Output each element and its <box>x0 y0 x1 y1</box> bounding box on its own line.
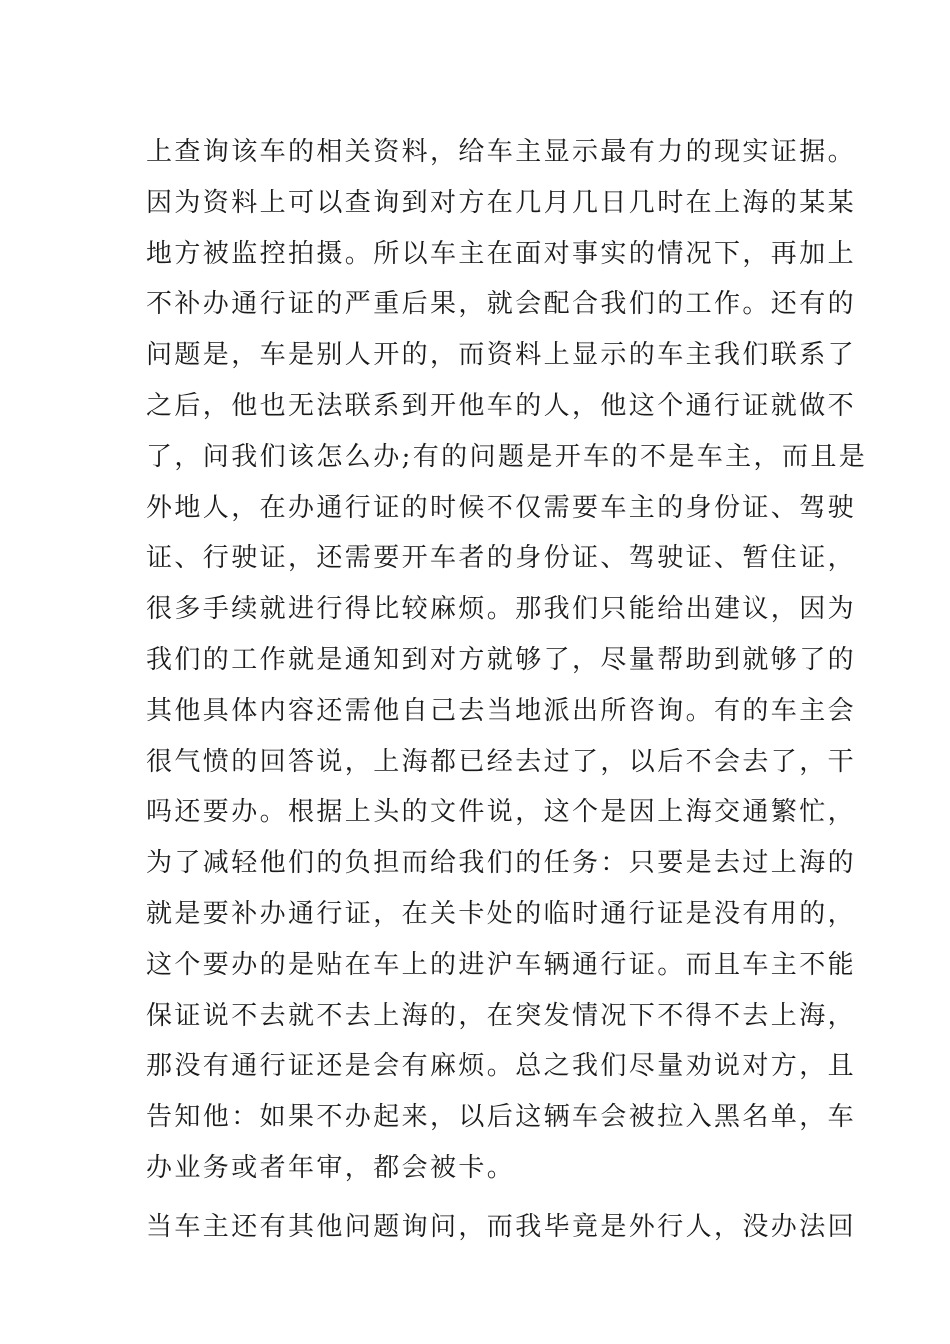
text-line: 办业务或者年审，都会被卡。 <box>146 1152 516 1183</box>
text-line: 很气愤的回答说，上海都已经去过了，以后不会去了，干 <box>146 746 857 777</box>
text-line: 外地人，在办通行证的时候不仅需要车主的身份证、驾驶 <box>146 492 857 523</box>
document-body <box>146 127 868 1253</box>
text-line: 这个要办的是贴在车上的进沪车辆通行证。而且车主不能 <box>146 949 857 980</box>
text-line: 证、行驶证，还需要开车者的身份证、驾驶证、暂住证， <box>146 543 857 574</box>
text-line: 保证说不去就不去上海的，在突发情况下不得不去上海， <box>146 1000 857 1031</box>
text-line: 之后，他也无法联系到开他车的人，他这个通行证就做不 <box>146 390 857 421</box>
text-line: 告知他：如果不办起来，以后这辆车会被拉入黑名单，车 <box>146 1102 857 1133</box>
text-line: 问题是，车是别人开的，而资料上显示的车主我们联系了 <box>146 340 857 371</box>
text-line: 为了减轻他们的负担而给我们的任务：只要是去过上海的 <box>146 848 857 879</box>
text-line: 就是要补办通行证，在关卡处的临时通行证是没有用的， <box>146 898 857 929</box>
text-line: 很多手续就进行得比较麻烦。那我们只能给出建议，因为 <box>146 594 857 625</box>
text-line: 不补办通行证的严重后果，就会配合我们的工作。还有的 <box>146 289 857 320</box>
text-line: 我们的工作就是通知到对方就够了，尽量帮助到就够了的 <box>146 644 857 675</box>
next-paragraph-line: 当车主还有其他问题询问，而我毕竟是外行人，没办法回 <box>146 1211 857 1242</box>
text-line: 了，问我们该怎么办;有的问题是开车的不是车主，而且是 <box>146 441 868 472</box>
text-line: 那没有通行证还是会有麻烦。总之我们尽量劝说对方，且 <box>146 1051 857 1082</box>
text-line: 其他具体内容还需他自己去当地派出所咨询。有的车主会 <box>146 695 857 726</box>
text-line: 吗还要办。根据上头的文件说，这个是因上海交通繁忙， <box>146 797 857 828</box>
text-line: 因为资料上可以查询到对方在几月几日几时在上海的某某 <box>146 187 857 218</box>
text-line: 上查询该车的相关资料，给车主显示最有力的现实证据。 <box>146 137 857 167</box>
text-line: 地方被监控拍摄。所以车主在面对事实的情况下，再加上 <box>146 238 857 269</box>
